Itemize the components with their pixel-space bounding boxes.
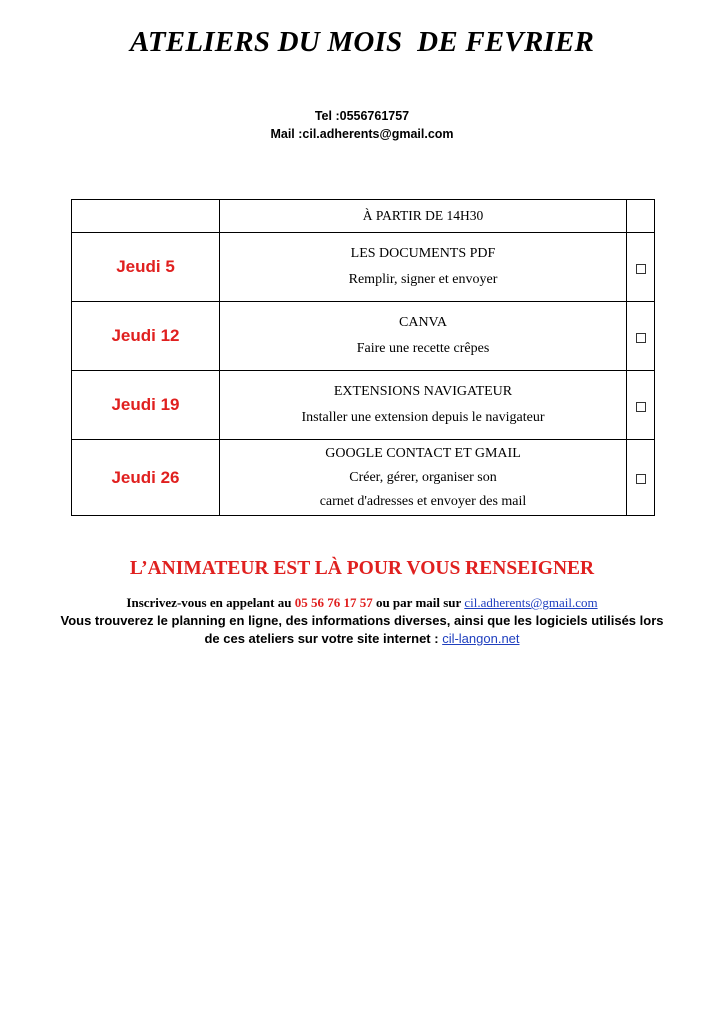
workshop-topic — [220, 440, 627, 516]
checkbox-cell — [627, 233, 655, 302]
workshop-title: LES DOCUMENTS PDF — [350, 246, 496, 261]
workshop-title: CANVA — [399, 315, 447, 330]
table-row — [72, 371, 655, 440]
workshop-topic — [220, 233, 627, 302]
workshop-topic — [220, 371, 627, 440]
checkbox-cell — [627, 371, 655, 440]
table-header-row — [72, 200, 655, 233]
table-header-time: À PARTIR DE 14H30 — [220, 200, 627, 233]
planning-line: Vous trouverez le planning en ligne, des informations diverses, ainsi que les logiciels utilisés lors — [60, 613, 664, 628]
workshop-day: Jeudi 19 — [72, 371, 220, 440]
page-title: ATELIERS DU MOIS DE FEVRIER — [129, 26, 595, 58]
checkbox-cell — [627, 302, 655, 371]
schedule-table — [71, 199, 655, 516]
table-row — [72, 440, 655, 516]
workshop-description: Faire une recette crêpes — [356, 341, 490, 356]
signup-text: Inscrivez-vous en appelant au — [126, 595, 295, 610]
workshop-title: EXTENSIONS NAVIGATEUR — [333, 384, 513, 399]
contact-phone: Tel :0556761757 — [314, 109, 410, 123]
workshop-day: Jeudi 12 — [72, 302, 220, 371]
table-row — [72, 302, 655, 371]
workshop-day: Jeudi 5 — [72, 233, 220, 302]
workshop-day: Jeudi 26 — [72, 440, 220, 516]
workshop-title: GOOGLE CONTACT ET GMAIL — [325, 445, 521, 461]
workshop-description: Installer une extension depuis le navigateur — [301, 410, 545, 425]
info-paragraph — [0, 594, 724, 648]
signup-line — [0, 594, 724, 612]
table-row — [72, 233, 655, 302]
animator-heading: L’ANIMATEUR EST LÀ POUR VOUS RENSEIGNER — [129, 558, 595, 579]
website-line — [0, 630, 724, 648]
checkbox[interactable] — [636, 474, 646, 484]
workshop-description: carnet d'adresses et envoyer des mail — [319, 493, 527, 509]
checkbox[interactable] — [636, 402, 646, 412]
checkbox-cell — [627, 440, 655, 516]
phone-number: 05 56 76 17 57 — [294, 595, 373, 610]
checkbox[interactable] — [636, 333, 646, 343]
workshop-description: Créer, gérer, organiser son — [349, 469, 497, 485]
header-checkbox-cell — [627, 200, 655, 233]
checkbox[interactable] — [636, 264, 646, 274]
workshop-description: Remplir, signer et envoyer — [348, 272, 498, 287]
contact-email: Mail :cil.adherents@gmail.com — [270, 127, 454, 141]
signup-text-middle: ou par mail sur — [372, 595, 465, 610]
workshop-topic — [220, 302, 627, 371]
header-empty-cell — [72, 200, 220, 233]
website-text: de ces ateliers sur votre site internet : — [204, 631, 443, 646]
email-link[interactable]: cil.adherents@gmail.com — [464, 595, 598, 610]
website-link[interactable]: cil-langon.net — [442, 631, 520, 646]
